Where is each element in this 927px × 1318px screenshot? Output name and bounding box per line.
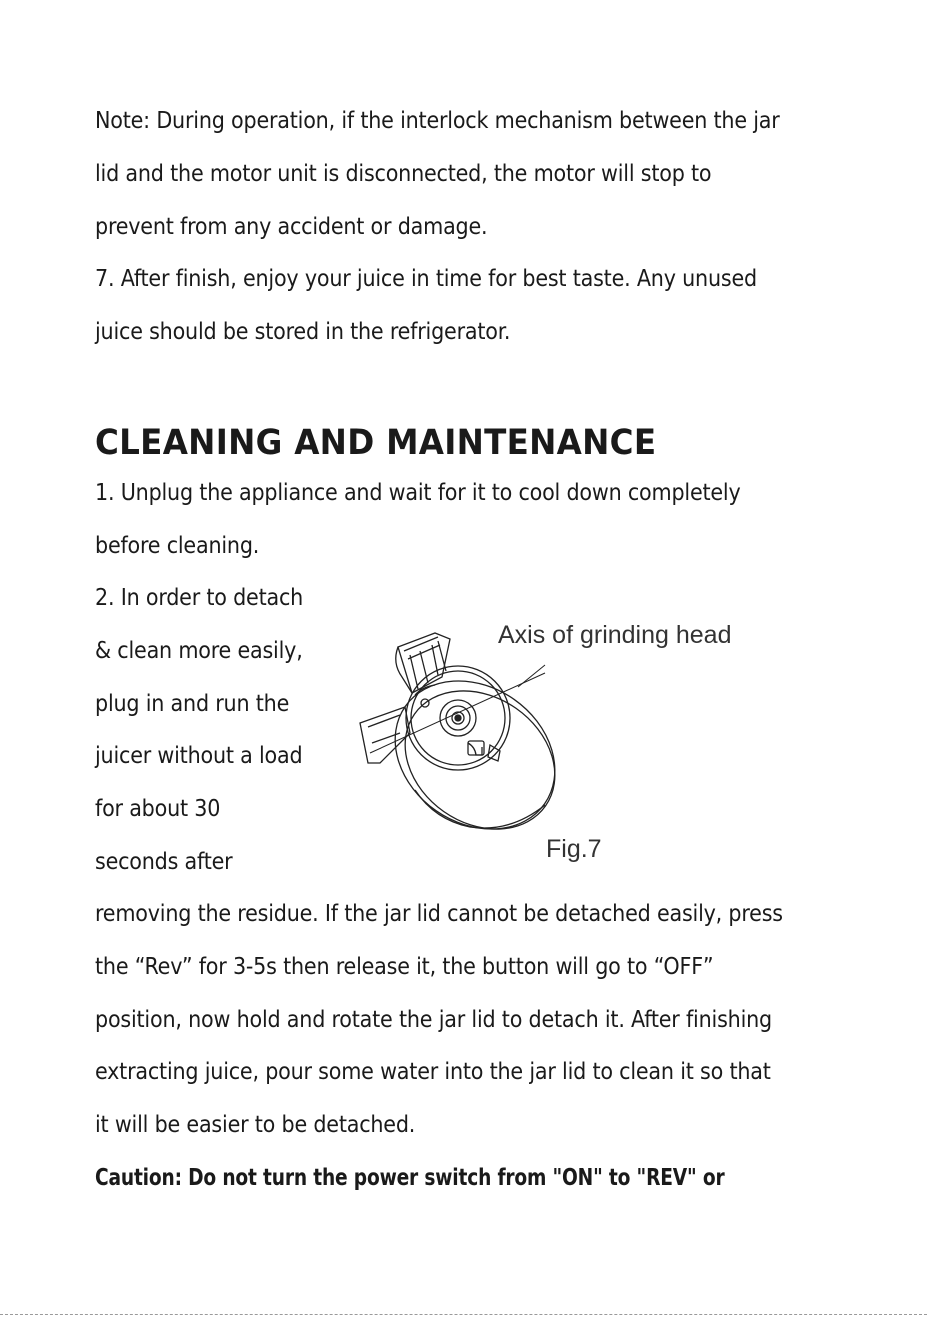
figure-7 [350,615,770,875]
section-heading: CLEANING AND MAINTENANCE [95,423,657,463]
step2-line-1: removing the residue. If the jar lid cannot be detached easily, press [95,901,783,927]
step2-side-line-3: plug in and run the [95,691,290,717]
step7-line-1: 7. After finish, enjoy your juice in time for best taste. Any unused [95,266,757,292]
step2-line-2: the “Rev” for 3-5s then release it, the button will go to “OFF” [95,954,714,980]
step7-line-2: juice should be stored in the refrigerator. [95,319,511,345]
step2-line-3: position, now hold and rotate the jar lid to detach it. After finishing [95,1007,772,1033]
note-line-3: prevent from any accident or damage. [95,214,488,240]
step2-side-line-1: 2. In order to detach [95,585,304,611]
caution-line: Caution: Do not turn the power switch from "ON" to "REV" or [95,1165,725,1191]
note-line-2: lid and the motor unit is disconnected, the motor will stop to [95,161,712,187]
step2-side-line-2: & clean more easily, [95,638,303,664]
axis-label: Axis of grinding head [498,621,732,649]
step2-side-line-6: seconds after [95,849,233,875]
step2-side-line-4: juicer without a load [95,743,303,769]
page-bottom-rule [0,1314,927,1315]
step2-line-4: extracting juice, pour some water into the jar lid to clean it so that [95,1059,771,1085]
figure-caption: Fig.7 [546,835,602,863]
step1-line-2: before cleaning. [95,533,260,559]
step2-side-line-5: for about 30 [95,796,221,822]
note-line-1: Note: During operation, if the interlock mechanism between the jar [95,108,780,134]
step2-line-5: it will be easier to be detached. [95,1112,416,1138]
step1-line-1: 1. Unplug the appliance and wait for it to cool down completely [95,480,741,506]
